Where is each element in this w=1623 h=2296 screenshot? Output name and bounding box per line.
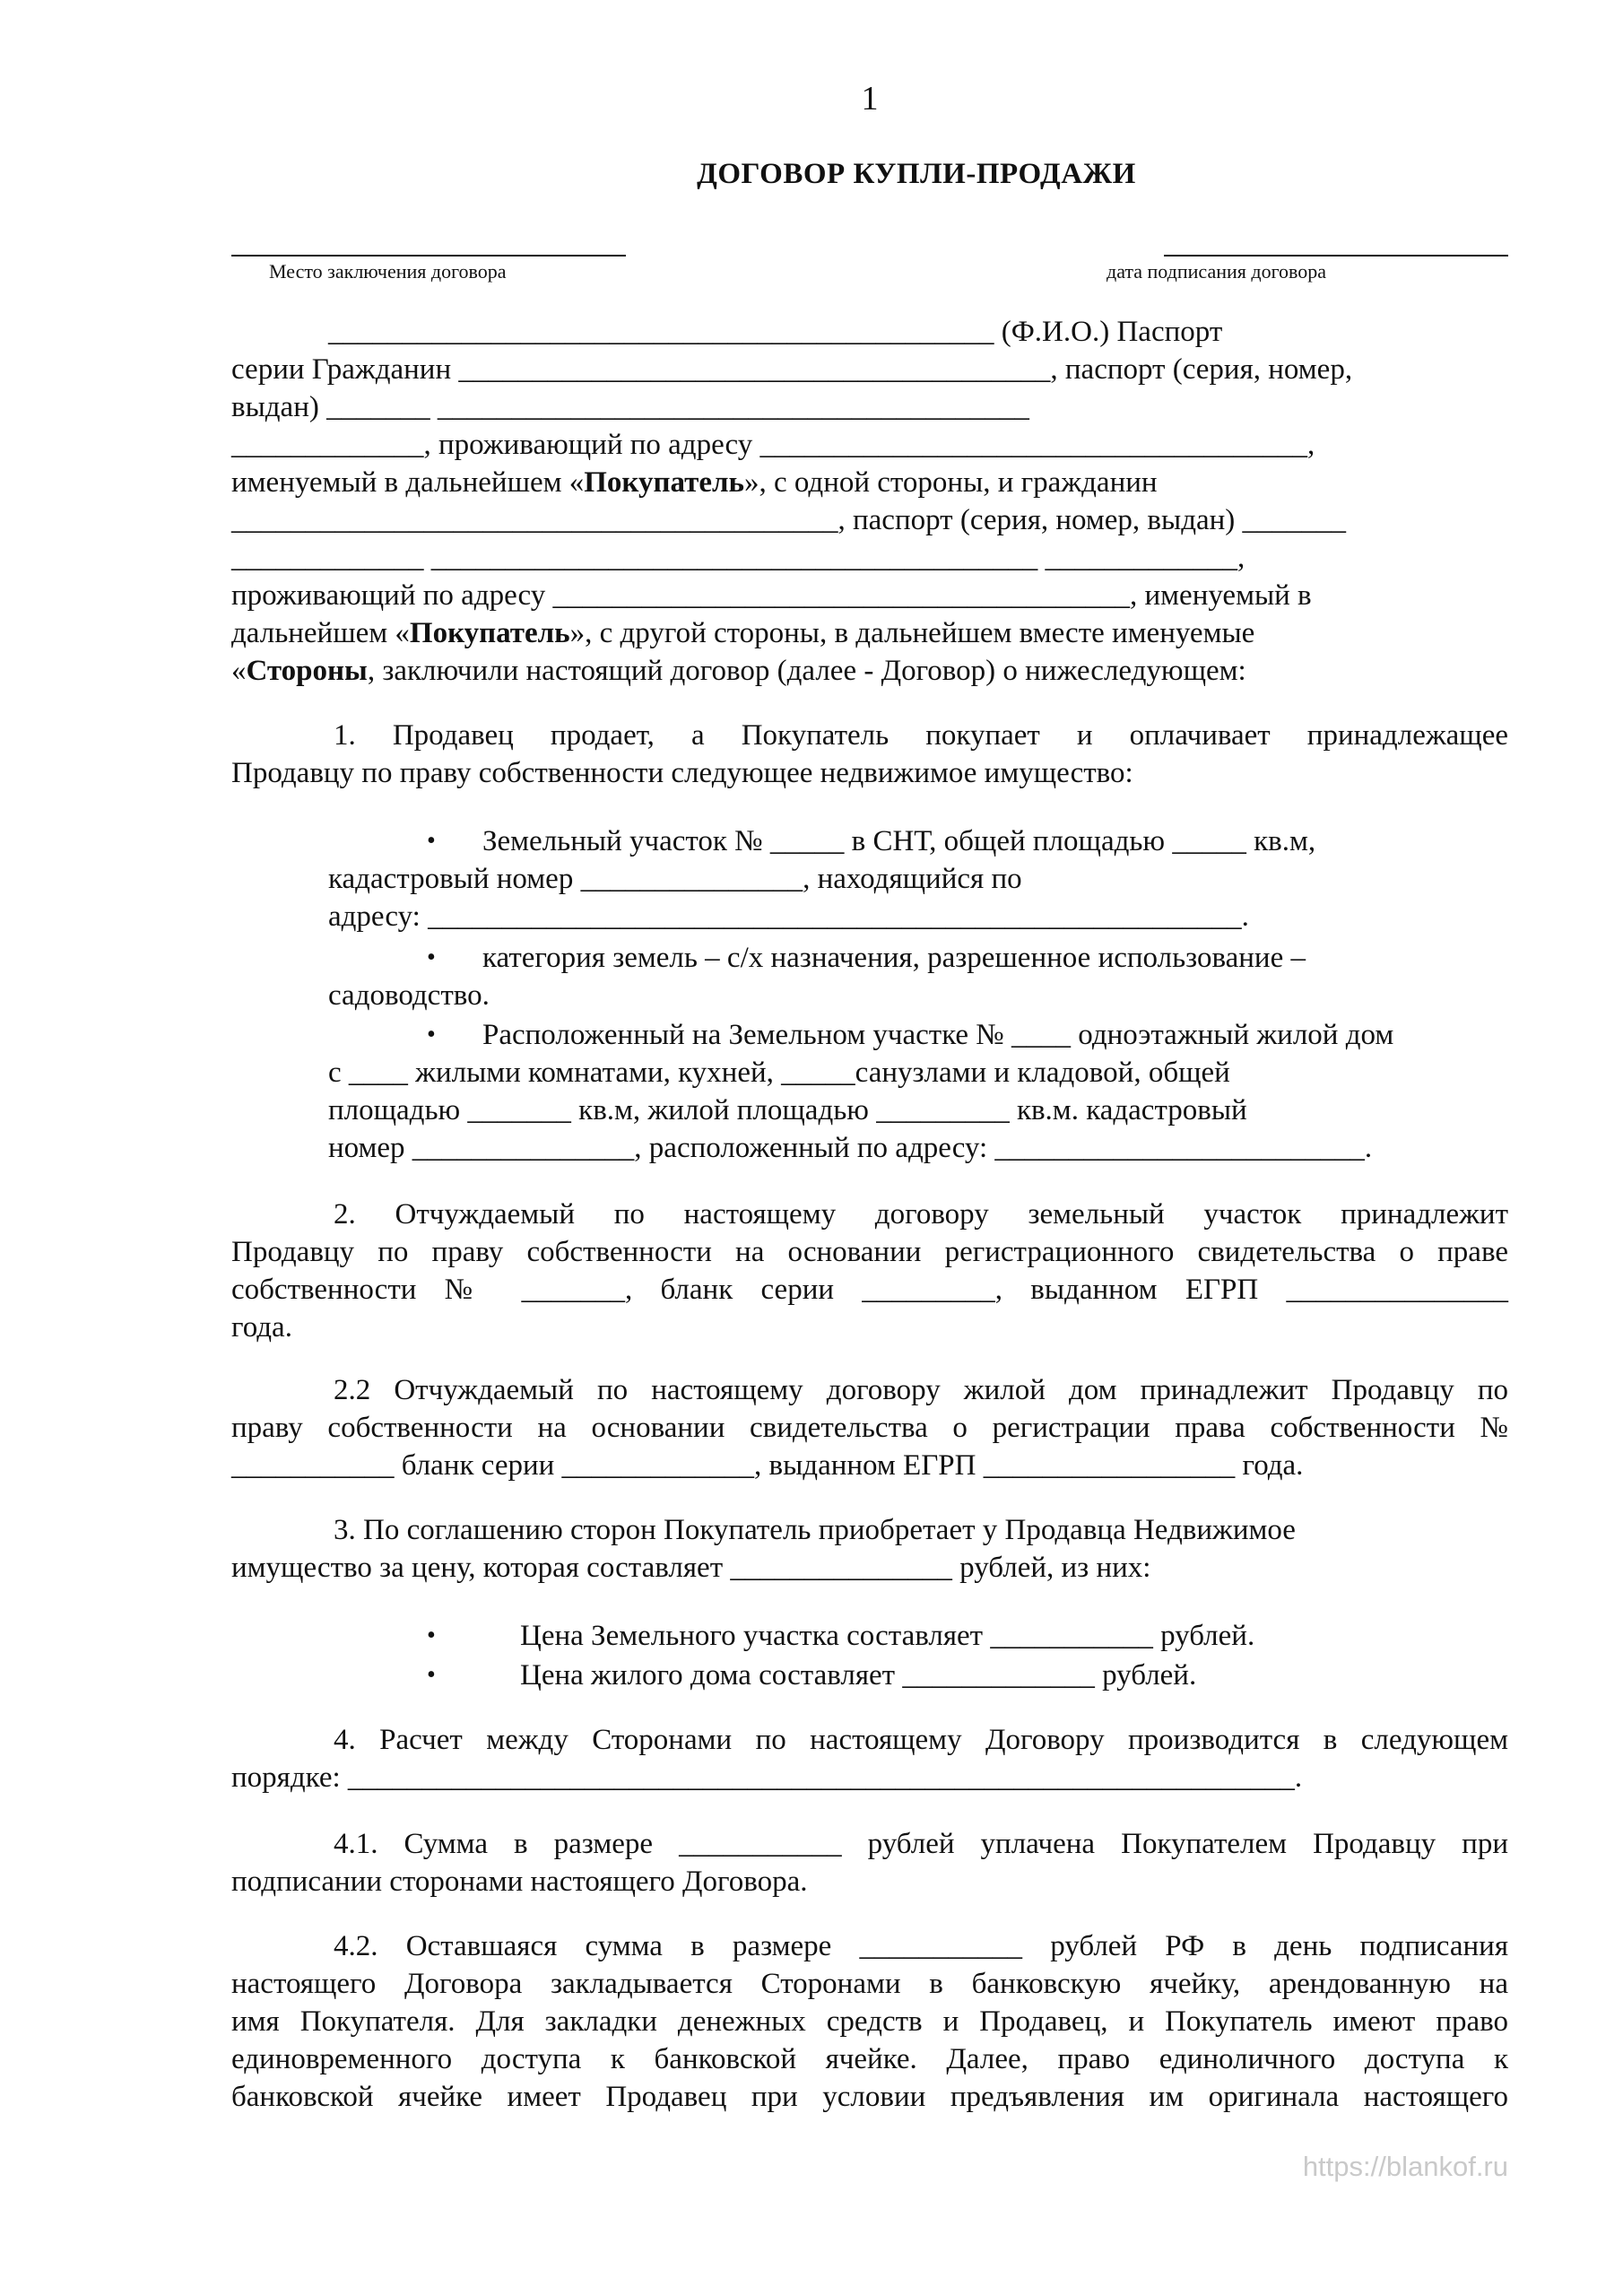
- house-line-4: номер _______________, расположенный по адресу: _________________________.: [328, 1132, 1373, 1164]
- clause-2-line-3: собственности № _______, бланк серии _________, выданном ЕГРП _______________: [231, 1274, 1508, 1306]
- clause-2-line-2: Продавцу по праву собственности на основании регистрационного свидетельства о праве: [231, 1236, 1508, 1268]
- page-number: 1: [861, 80, 879, 117]
- clause-4-1-line-2: подписании сторонами настоящего Договора.: [231, 1866, 808, 1898]
- clause-4-2-line-5: банковской ячейке имеет Продавец при условии предъявления им оригинала настоящего: [231, 2081, 1508, 2113]
- document-title: ДОГОВОР КУПЛИ-ПРОДАЖИ: [697, 158, 1136, 190]
- clause-3-line-2: имущество за цену, которая составляет _______________ рублей, из них:: [231, 1552, 1151, 1584]
- watermark-url: https://blankof.ru: [1302, 2151, 1508, 2182]
- parties-line-4: _____________, проживающий по адресу _____________________________________,: [231, 429, 1315, 461]
- clause-1-line-1: 1. Продавец продает, а Покупатель покупает и оплачивает принадлежащее: [334, 719, 1508, 752]
- clause-2-2-line-2: праву собственности на основании свидетельства о регистрации права собственности №: [231, 1412, 1508, 1444]
- house-price-line: Цена жилого дома составляет _____________ рублей.: [520, 1659, 1197, 1692]
- bullet-marker: •: [427, 1661, 436, 1689]
- land-price-line: Цена Земельного участка составляет ___________ рублей.: [520, 1620, 1255, 1652]
- parties-line-5: именуемый в дальнейшем «Покупатель», с одной стороны, и гражданин: [231, 466, 1158, 499]
- clause-4-2-line-4: единовременного доступа к банковской ячейке. Далее, право единоличного доступа к: [231, 2043, 1508, 2075]
- clause-3-line-1: 3. По соглашению сторон Покупатель приобретает у Продавца Недвижимое: [334, 1514, 1296, 1546]
- bullet-marker: •: [427, 944, 436, 971]
- land-plot-line-3: адресу: _______________________________________________________.: [328, 900, 1249, 933]
- house-line-2: с ____ жилыми комнатами, кухней, _____санузлами и кладовой, общей: [328, 1057, 1230, 1089]
- house-line-3: площадью _______ кв.м, жилой площадью _________ кв.м. кадастровый: [328, 1094, 1247, 1126]
- clause-2-2-line-1: 2.2 Отчуждаемый по настоящему договору жилой дом принадлежит Продавцу по: [334, 1374, 1508, 1406]
- parties-line-3: выдан) _______ ________________________________________: [231, 391, 1029, 423]
- parties-line-7: _____________ _________________________________________ _____________,: [231, 542, 1245, 574]
- parties-line-10: «Стороны, заключили настоящий договор (далее - Договор) о нижеследующем:: [231, 655, 1246, 687]
- clause-4-2-line-3: имя Покупателя. Для закладки денежных средств и Продавец, и Покупатель имеют право: [231, 2005, 1508, 2038]
- land-plot-line-1: Земельный участок № _____ в СНТ, общей площадью _____ кв.м,: [482, 825, 1316, 857]
- clause-4-2-line-1: 4.2. Оставшаяся сумма в размере ___________ рублей РФ в день подписания: [334, 1930, 1508, 1962]
- clause-2-2-line-3: ___________ бланк серии _____________, выданном ЕГРП _________________ года.: [231, 1449, 1304, 1482]
- parties-line-1: _____________________________________________ (Ф.И.О.) Паспорт: [328, 316, 1223, 348]
- clause-4-2-line-2: настоящего Договора закладывается Сторонами в банковскую ячейку, арендованную на: [231, 1968, 1508, 2000]
- place-caption: Место заключения договора: [269, 260, 507, 283]
- date-line: [1164, 255, 1508, 257]
- date-caption: дата подписания договора: [1107, 260, 1327, 283]
- parties-line-8: проживающий по адресу _______________________________________, именуемый в: [231, 579, 1312, 612]
- house-line-1: Расположенный на Земельном участке № ____ одноэтажный жилой дом: [482, 1019, 1394, 1051]
- bullet-marker: •: [427, 827, 436, 855]
- parties-line-6: _________________________________________, паспорт (серия, номер, выдан) _______: [231, 504, 1347, 536]
- place-line: [231, 255, 626, 257]
- parties-line-2: серии Гражданин ________________________________________, паспорт (серия, номер,: [231, 353, 1353, 386]
- clause-2-line-1: 2. Отчуждаемый по настоящему договору земельный участок принадлежит: [334, 1198, 1508, 1231]
- land-plot-line-2: кадастровый номер _______________, находящийся по: [328, 863, 1022, 895]
- parties-line-9: дальнейшем «Покупатель», с другой стороны, в дальнейшем вместе именуемые: [231, 617, 1255, 649]
- clause-2-line-4: года.: [231, 1311, 292, 1344]
- clause-4-line-2: порядке: ________________________________________________________________.: [231, 1761, 1303, 1794]
- clause-4-1-line-1: 4.1. Сумма в размере ___________ рублей уплачена Покупателем Продавцу при: [334, 1828, 1508, 1860]
- land-category-line-1: категория земель – с/х назначения, разрешенное использование –: [482, 942, 1306, 974]
- bullet-marker: •: [427, 1622, 436, 1649]
- bullet-marker: •: [427, 1021, 436, 1048]
- land-category-line-2: садоводство.: [328, 979, 490, 1012]
- clause-4-line-1: 4. Расчет между Сторонами по настоящему Договору производится в следующем: [334, 1724, 1508, 1756]
- clause-1-line-2: Продавцу по праву собственности следующее недвижимое имущество:: [231, 757, 1133, 789]
